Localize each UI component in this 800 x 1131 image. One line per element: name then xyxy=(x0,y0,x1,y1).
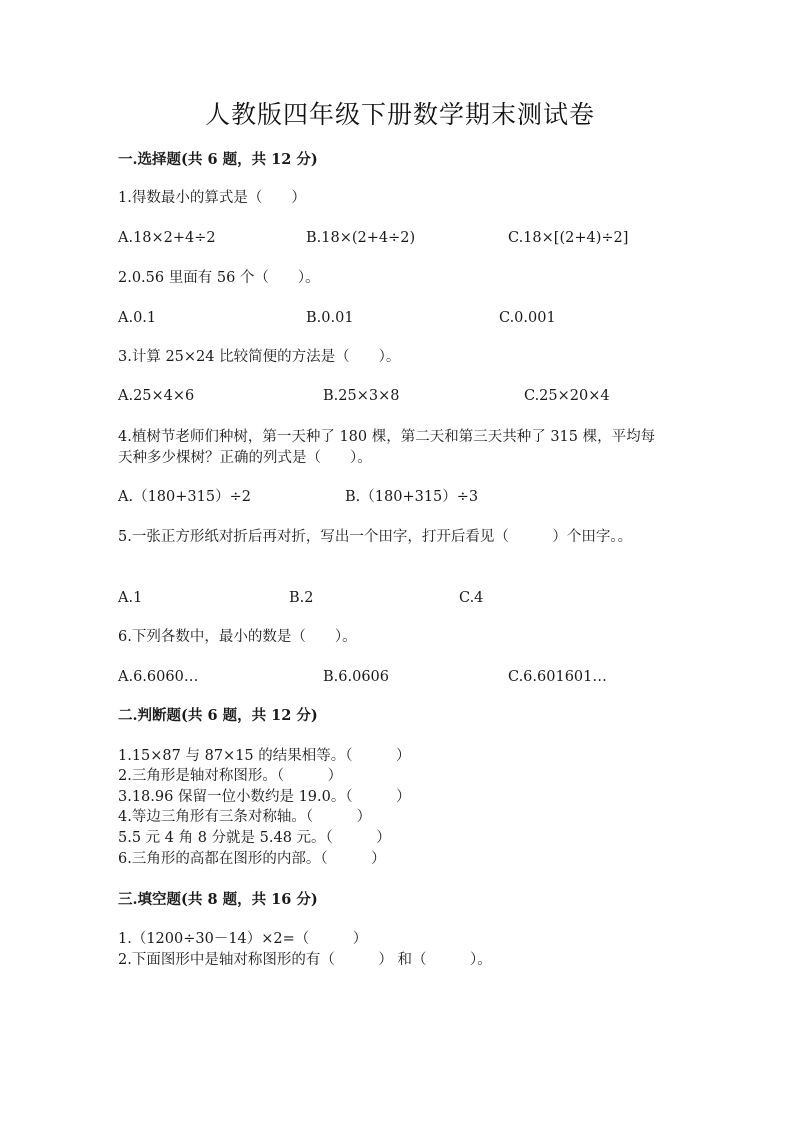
question-stem: 3.计算 25×24 比较简便的方法是（ ）。 xyxy=(118,349,401,365)
fill-item: 2.下面图形中是轴对称图形的有（ ） 和（ ）。 xyxy=(118,952,492,968)
option-c: C.25×20×4 xyxy=(524,388,610,404)
option-c: C.18×[(2+4)÷2] xyxy=(508,230,629,246)
question-stem: 1.得数最小的算式是（ ） xyxy=(118,190,306,206)
option-b: B.0.01 xyxy=(306,310,354,326)
option-a: A.（180+315）÷2 xyxy=(118,489,251,505)
judge-item: 4.等边三角形有三条对称轴。（ ） xyxy=(118,809,372,825)
option-b: B.25×3×8 xyxy=(323,388,400,404)
option-c: C.0.001 xyxy=(499,310,556,326)
section-heading-choice: 一.选择题(共 6 题，共 12 分) xyxy=(118,151,318,168)
option-a: A.0.1 xyxy=(118,310,157,326)
option-a: A.6.6060… xyxy=(118,669,199,685)
judge-item: 1.15×87 与 87×15 的结果相等。（ ） xyxy=(118,748,411,764)
judge-item: 2.三角形是轴对称图形。（ ） xyxy=(118,768,343,784)
question-stem: 5.一张正方形纸对折后再对折，写出一个田字，打开后看见（ ）个田字。。 xyxy=(118,529,633,545)
question-stem: 6.下列各数中，最小的数是（ ）。 xyxy=(118,629,357,645)
judge-item: 5.5 元 4 角 8 分就是 5.48 元。（ ） xyxy=(118,830,391,846)
question-stem: 2.0.56 里面有 56 个（ ）。 xyxy=(118,270,320,286)
judge-item: 3.18.96 保留一位小数约是 19.0。（ ） xyxy=(118,789,411,805)
option-a: A.1 xyxy=(118,590,143,606)
question-stem: 4.植树节老师们种树，第一天种了 180 棵，第二天和第三天共种了 315 棵，平均每天种多少棵树？正确的列式是（ ）。 xyxy=(118,429,656,466)
option-b: B.6.0606 xyxy=(323,669,390,685)
option-a: A.18×2+4÷2 xyxy=(118,230,216,246)
section-heading-fill: 三.填空题(共 8 题，共 16 分) xyxy=(118,891,318,908)
option-a: A.25×4×6 xyxy=(118,388,195,404)
option-b: B.18×(2+4÷2) xyxy=(306,230,416,246)
option-c: C.4 xyxy=(459,590,484,606)
judge-item: 6.三角形的高都在图形的内部。（ ） xyxy=(118,851,386,867)
option-b: B.2 xyxy=(289,590,314,606)
fill-item: 1.（1200÷30－14）×2=（ ） xyxy=(118,931,368,947)
option-b: B.（180+315）÷3 xyxy=(345,489,479,505)
section-heading-judge: 二.判断题(共 6 题，共 12 分) xyxy=(118,707,318,724)
page-title: 人教版四年级下册数学期末测试卷 xyxy=(204,100,595,129)
option-c: C.6.601601… xyxy=(508,669,607,685)
